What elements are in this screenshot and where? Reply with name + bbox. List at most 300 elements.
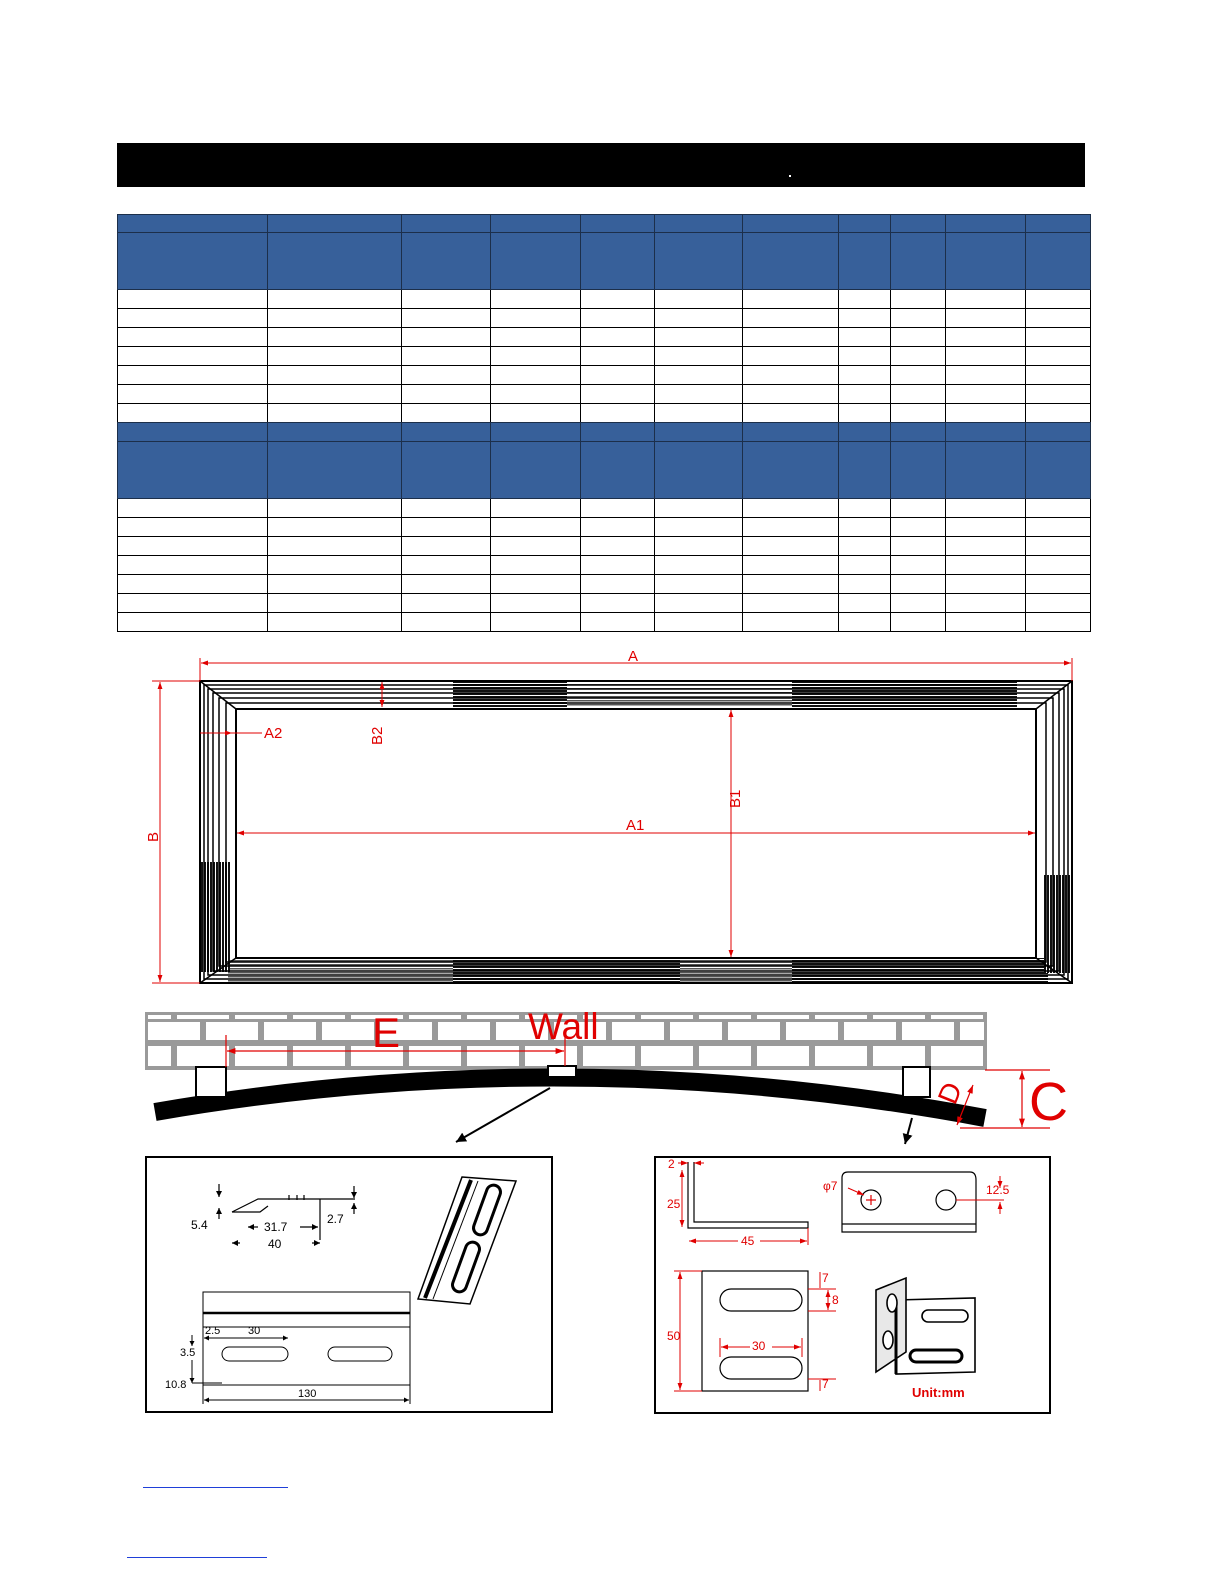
table-cell [743,309,839,328]
table-cell [402,613,491,632]
table-cell [946,518,1026,537]
table-header-cell [268,423,402,442]
table-cell [581,385,655,404]
table-cell [946,347,1026,366]
table-cell [946,328,1026,347]
table-cell [581,556,655,575]
table-cell [891,328,946,347]
table-row [118,309,1091,328]
table-cell [118,290,268,309]
table-header-cell [743,423,839,442]
wall-brick [264,1022,316,1040]
wall-brick [844,1022,896,1040]
table-cell [839,518,891,537]
table-header-cell [118,215,268,233]
table-cell [839,347,891,366]
rail-dim-5-4: 5.4 [191,1218,208,1232]
dim-a1-label: A1 [626,817,645,834]
table-row [118,347,1091,366]
table-cell [268,309,402,328]
table-cell [118,575,268,594]
table-header-cell [581,423,655,442]
wall-bracket-left [196,1067,226,1097]
table-subheader-row [118,233,1091,290]
table-row [118,575,1091,594]
panel-side-curve [155,1077,985,1118]
table-header-cell [946,442,1026,499]
table-header-cell [891,442,946,499]
wall-brick [322,1022,374,1040]
table-cell [743,556,839,575]
dim-a2-label: A2 [264,725,283,742]
table-cell [946,290,1026,309]
bracket-dim-7-bottom: 7 [822,1377,829,1391]
table-cell [946,366,1026,385]
table-cell [402,366,491,385]
table-cell [743,347,839,366]
bracket-dim-7-top: 7 [822,1271,829,1285]
table-cell [491,309,581,328]
table-header-cell [743,215,839,233]
table-cell [491,518,581,537]
bracket-dim-30: 30 [752,1339,766,1353]
dim-c-label: C [1029,1072,1068,1132]
table-cell [891,518,946,537]
rail-dim-31-7: 31.7 [264,1220,288,1234]
table-cell [655,309,743,328]
table-cell [655,385,743,404]
table-header-cell [655,215,743,233]
table-header-cell [118,423,268,442]
table-cell [1026,366,1091,385]
wall-brick [786,1022,838,1040]
table-cell [743,328,839,347]
footer-link-1[interactable] [143,1487,288,1488]
table-header-cell [839,233,891,290]
table-cell [268,385,402,404]
wall-brick [525,1046,577,1066]
table-header-cell [839,215,891,233]
detail-box-rail [146,1157,552,1412]
wall-brick [409,1015,461,1019]
table-cell [491,290,581,309]
table-header-cell [946,215,1026,233]
table-cell [268,366,402,385]
table-cell [655,328,743,347]
wall-brick [641,1046,693,1066]
table-cell [655,499,743,518]
table-cell [1026,613,1091,632]
table-cell [402,575,491,594]
table-header-cell [581,215,655,233]
table-cell [268,518,402,537]
table-header-cell [743,233,839,290]
wall-label: Wall [528,1006,599,1047]
table-cell [743,537,839,556]
bracket-3d-slot-top [922,1310,968,1322]
table-subheader-row [118,442,1091,499]
wall-brick [815,1046,867,1066]
table-cell [491,594,581,613]
table-row [118,499,1091,518]
table-header-cell [655,423,743,442]
wall-brick [873,1046,925,1066]
table-header-cell [268,233,402,290]
wall-brick [177,1046,229,1066]
table-cell [891,290,946,309]
table-cell [1026,518,1091,537]
detail-box-bracket [655,1157,1050,1413]
table-cell [891,594,946,613]
table-cell [655,613,743,632]
table-cell [946,556,1026,575]
table-cell [118,613,268,632]
rail-dim-130: 130 [298,1388,317,1400]
table-cell [1026,347,1091,366]
table-cell [946,613,1026,632]
table-cell [891,556,946,575]
wall-brick [728,1022,780,1040]
dim-d-label: D [931,1077,969,1109]
table-cell [839,309,891,328]
table-cell [1026,575,1091,594]
wall-brick [699,1015,751,1019]
table-cell [743,613,839,632]
wall-brick [873,1015,925,1019]
table-cell [839,556,891,575]
table-cell [118,328,268,347]
table-cell [655,404,743,423]
wall-brick [583,1046,635,1066]
table-header-cell [839,423,891,442]
bracket-dim-45: 45 [741,1234,755,1248]
table-cell [655,366,743,385]
wall-brick [931,1015,983,1019]
table-cell [581,575,655,594]
table-cell [655,290,743,309]
table-header-cell [1026,423,1091,442]
table-cell [743,575,839,594]
table-header-cell [402,233,491,290]
table-cell [491,575,581,594]
wall-brick [670,1022,722,1040]
dim-b-label: B [145,831,162,842]
table-cell [268,613,402,632]
table-row [118,537,1091,556]
dim-e-label: E [372,1009,401,1056]
wall-brick [409,1046,461,1066]
wall-brick [235,1015,287,1019]
table-cell [839,328,891,347]
table-header-cell [946,423,1026,442]
table-cell [491,537,581,556]
table-cell [118,385,268,404]
table-cell [839,537,891,556]
table-cell [743,499,839,518]
table-row [118,518,1091,537]
table-cell [655,556,743,575]
table-row [118,613,1091,632]
table-cell [946,537,1026,556]
table-cell [743,594,839,613]
table-cell [743,404,839,423]
wall-brick [177,1015,229,1019]
table-cell [491,499,581,518]
title-bar [117,143,1085,187]
table-cell [1026,328,1091,347]
bracket-plate-view [842,1172,976,1232]
table-cell [891,347,946,366]
table-cell [581,537,655,556]
table-header-cell [946,233,1026,290]
table-cell [891,575,946,594]
table-cell [268,290,402,309]
dim-b2-label: B2 [369,726,386,745]
table-header-cell [743,442,839,499]
table-cell [891,499,946,518]
table-cell [839,385,891,404]
table-cell [268,537,402,556]
table-header-cell [491,215,581,233]
wall-brick [148,1022,200,1040]
table-header-row [118,423,1091,442]
table-cell [891,366,946,385]
table-cell [402,328,491,347]
table-cell [743,518,839,537]
detail-pointer-left [456,1088,550,1142]
table-cell [655,575,743,594]
bracket-dim-2: 2 [668,1157,675,1171]
rail-dim-40: 40 [268,1237,282,1251]
wall-brick [148,1046,171,1066]
table-cell [1026,404,1091,423]
table-cell [1026,385,1091,404]
table-cell [402,404,491,423]
table-cell [655,347,743,366]
table-header-cell [1026,442,1091,499]
wall-brick [467,1046,519,1066]
rail-dim-2-5: 2.5 [205,1325,221,1337]
table-header-cell [268,215,402,233]
wall-brick [960,1022,984,1040]
wall-brick [815,1015,867,1019]
table-cell [402,385,491,404]
table-cell [491,328,581,347]
wall-brick [757,1046,809,1066]
wall-brick [757,1015,809,1019]
table-cell [268,328,402,347]
table-cell [1026,537,1091,556]
table-cell [946,575,1026,594]
table-cell [581,290,655,309]
bracket-3d-hole-top [887,1294,897,1312]
wall-brick [641,1015,693,1019]
table-cell [268,404,402,423]
table-cell [402,290,491,309]
table-cell [118,537,268,556]
bracket-dim-50: 50 [667,1329,681,1343]
wall-brick [438,1022,490,1040]
table-cell [268,499,402,518]
table-cell [581,347,655,366]
table-header-cell [402,215,491,233]
table-cell [946,594,1026,613]
table-cell [655,537,743,556]
table-row [118,594,1091,613]
table-cell [491,347,581,366]
table-cell [581,404,655,423]
table-cell [1026,290,1091,309]
table-header-cell [1026,233,1091,290]
spec-table-1 [117,214,1091,423]
table-cell [268,347,402,366]
table-cell [743,290,839,309]
table-cell [118,594,268,613]
rail-dim-2-7: 2.7 [327,1212,344,1226]
table-header-cell [891,233,946,290]
table-cell [839,594,891,613]
wall-brick [148,1015,171,1019]
table-header-cell [491,423,581,442]
table-cell [1026,499,1091,518]
table-header-cell [581,233,655,290]
wall-brick [467,1015,519,1019]
wall-brick [206,1022,258,1040]
table-cell [891,309,946,328]
table-cell [268,556,402,575]
bracket-3d-slot-bottom [910,1350,962,1362]
bracket-hole-right [936,1190,956,1210]
table-cell [118,518,268,537]
wall-brick [235,1046,287,1066]
table-cell [491,404,581,423]
table-cell [402,537,491,556]
table-cell [946,385,1026,404]
table-cell [118,366,268,385]
table-cell [581,518,655,537]
table-row [118,404,1091,423]
table-cell [402,518,491,537]
wall-brick [902,1022,954,1040]
table-cell [402,347,491,366]
table-cell [891,404,946,423]
table-header-cell [655,442,743,499]
rail-dim-10-8: 10.8 [165,1379,187,1391]
table-cell [1026,556,1091,575]
title-dot [789,175,791,177]
rail-dim-30: 30 [248,1325,261,1337]
spec-table-2 [117,422,1091,632]
table-header-cell [655,233,743,290]
table-cell [118,499,268,518]
table-row [118,556,1091,575]
table-cell [118,404,268,423]
table-cell [743,385,839,404]
table-header-cell [491,233,581,290]
dim-a-label: A [628,648,639,665]
table-header-row [118,215,1091,233]
table-cell [946,309,1026,328]
table-row [118,328,1091,347]
bracket-dim-12-5: 12.5 [986,1183,1010,1197]
wall-bracket-right [903,1067,930,1097]
table-cell [118,347,268,366]
table-cell [839,290,891,309]
table-cell [839,404,891,423]
table-row [118,290,1091,309]
table-cell [581,594,655,613]
table-cell [581,613,655,632]
table-header-cell [581,442,655,499]
table-cell [891,385,946,404]
table-cell [118,309,268,328]
bracket-dim-25: 25 [667,1197,681,1211]
table-cell [118,556,268,575]
table-cell [491,556,581,575]
table-cell [402,499,491,518]
table-cell [743,366,839,385]
table-cell [891,613,946,632]
bracket-3d-hole-bottom [883,1331,893,1349]
table-header-cell [491,442,581,499]
bracket-dim-8: 8 [832,1293,839,1307]
table-header-cell [891,423,946,442]
table-row [118,366,1091,385]
table-cell [268,594,402,613]
table-header-cell [402,442,491,499]
bracket-dim-hole: φ7 [823,1179,838,1193]
table-cell [402,594,491,613]
table-header-cell [1026,215,1091,233]
table-header-cell [118,442,268,499]
table-cell [581,309,655,328]
table-cell [839,613,891,632]
table-cell [655,594,743,613]
wall-brick [931,1046,983,1066]
table-cell [581,366,655,385]
table-header-cell [118,233,268,290]
table-cell [891,537,946,556]
table-header-cell [891,215,946,233]
table-cell [402,309,491,328]
table-cell [581,328,655,347]
table-header-cell [402,423,491,442]
table-cell [491,385,581,404]
table-row [118,385,1091,404]
footer-link-2[interactable] [127,1557,267,1558]
dim-b1-label: B1 [727,789,744,808]
table-cell [491,366,581,385]
wall-brick [293,1015,345,1019]
wall-brick [612,1022,664,1040]
table-cell [581,499,655,518]
table-cell [491,613,581,632]
wall-brick [293,1046,345,1066]
table-header-cell [268,442,402,499]
rail-dim-3-5: 3.5 [180,1347,196,1359]
table-cell [839,575,891,594]
table-cell [268,575,402,594]
table-cell [839,499,891,518]
table-cell [946,499,1026,518]
wall-brick [699,1046,751,1066]
table-cell [402,556,491,575]
technical-drawing [0,640,1225,1430]
table-cell [839,366,891,385]
table-cell [655,518,743,537]
wall-bracket-middle [548,1066,576,1077]
table-cell [1026,309,1091,328]
